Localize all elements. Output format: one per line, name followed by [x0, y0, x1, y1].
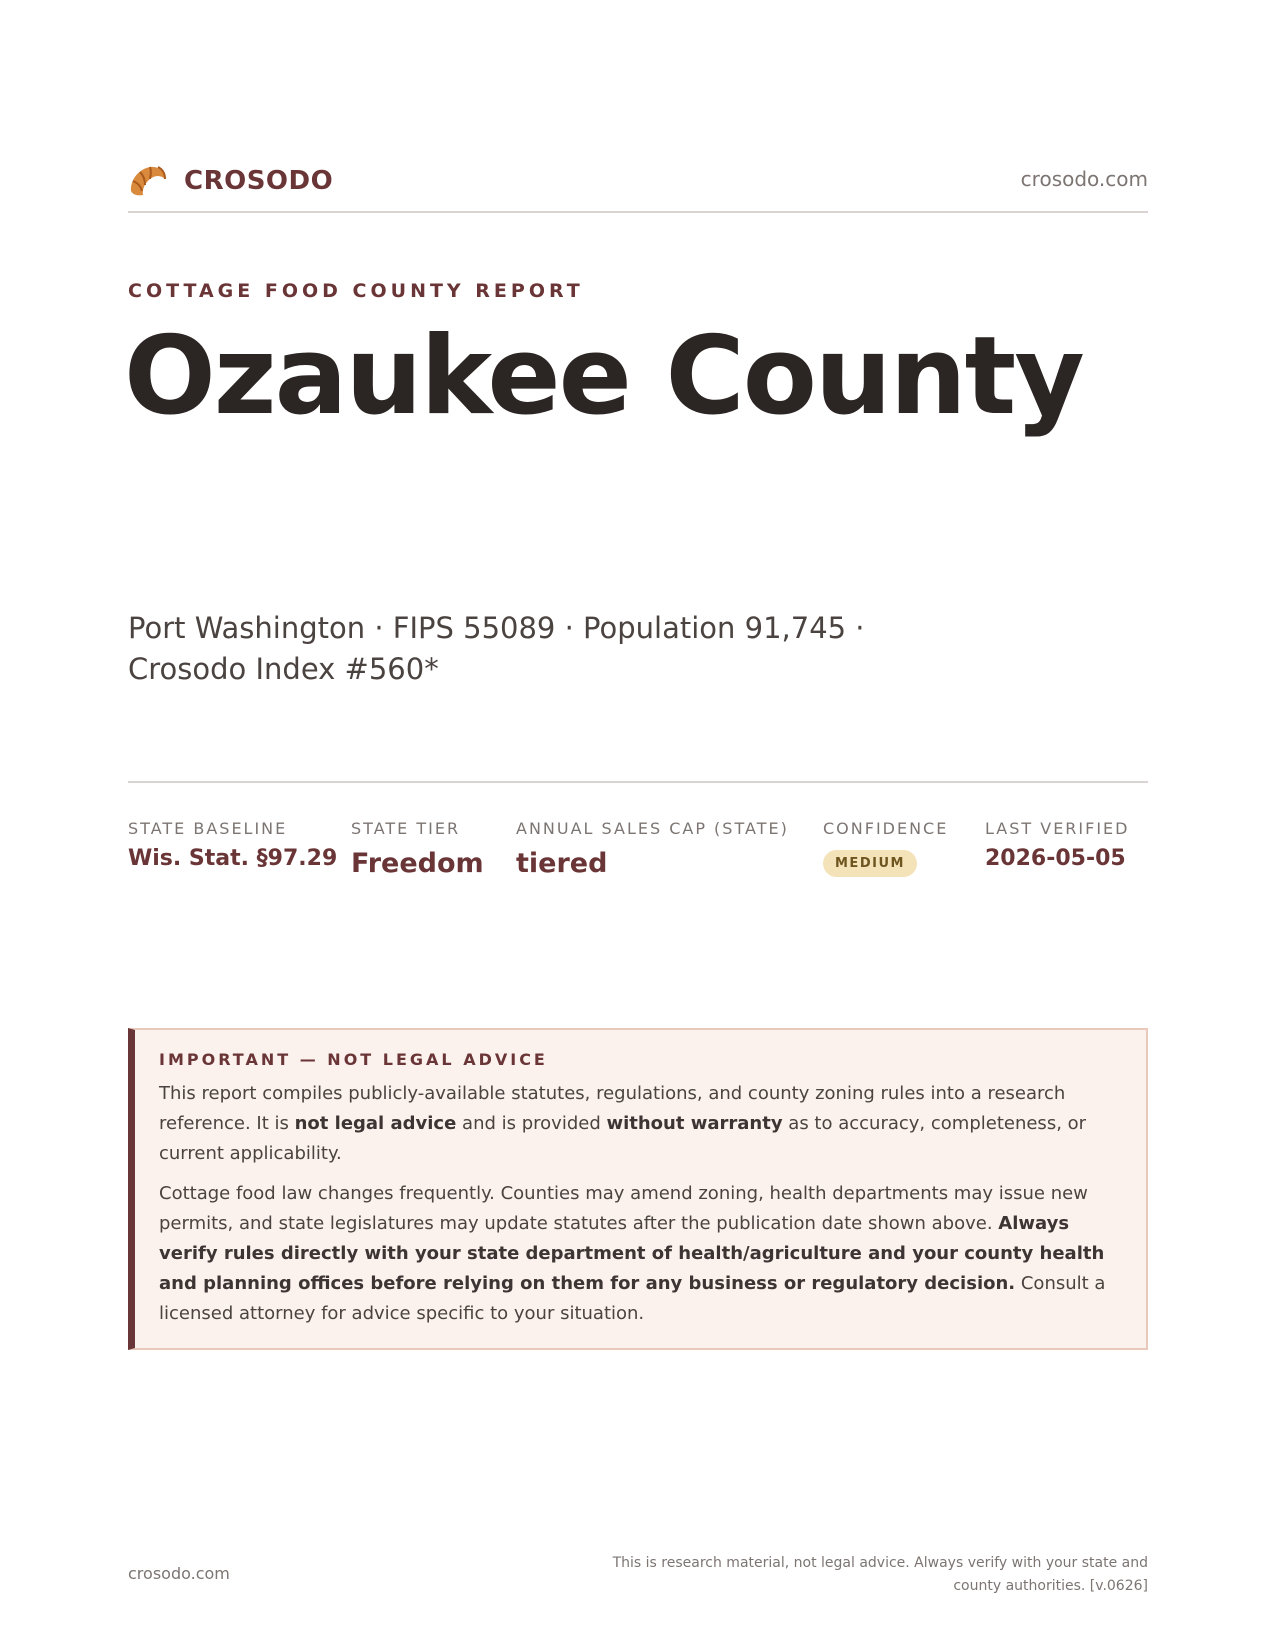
page-title: Ozaukee County: [124, 314, 1083, 439]
stat-annual-sales-cap: [516, 819, 789, 879]
stats-row: [128, 781, 1148, 879]
stat-confidence: [823, 819, 948, 877]
notice-emphasis: without warranty: [606, 1113, 783, 1134]
page-header: [128, 155, 1148, 213]
notice-emphasis: not legal advice: [294, 1113, 457, 1134]
notice-title: IMPORTANT — NOT LEGAL ADVICE: [159, 1050, 548, 1069]
notice-text: Consult a licensed attorney for advice specific to your situation.: [159, 1273, 1106, 1324]
notice-text: Cottage food law changes frequently. Counties may amend zoning, health departments may issue new permits, and state legislatures may update statutes after the publication date shown above.: [159, 1183, 1088, 1234]
stat-state-tier: [351, 819, 484, 879]
notice-text: as to accuracy, completeness, or current applicability.: [159, 1113, 1087, 1164]
stat-value: Wis. Stat. §97.29: [128, 846, 338, 871]
notice-emphasis: Always verify rules directly with your state department of health/agriculture and your county health and planning offices before relying on them for any business or regulatory decision.: [159, 1213, 1105, 1294]
notice-paragraph-1: [159, 1079, 1122, 1169]
stat-state-baseline: [128, 819, 337, 871]
stat-label: STATE TIER: [351, 819, 461, 838]
stat-label: LAST VERIFIED: [985, 819, 1130, 838]
notice-text: and is provided: [456, 1113, 607, 1134]
stat-label: STATE BASELINE: [128, 819, 288, 838]
legal-notice: [128, 1028, 1148, 1350]
confidence-badge: MEDIUM: [823, 850, 917, 877]
footer-site-link[interactable]: crosodo.com: [128, 1564, 230, 1583]
site-link[interactable]: crosodo.com: [1020, 167, 1148, 191]
brand-name: CROSODO: [184, 166, 334, 196]
notice-paragraph-2: [159, 1179, 1122, 1329]
stat-value: Freedom: [351, 848, 484, 879]
report-page: [124, 0, 1148, 1650]
stat-value: tiered: [516, 848, 608, 879]
notice-text: This report compiles publicly-available statutes, regulations, and county zoning rules into a research reference. It is: [159, 1083, 1066, 1134]
stat-label: ANNUAL SALES CAP (STATE): [516, 819, 789, 838]
stat-last-verified: [985, 819, 1129, 871]
brand[interactable]: [128, 161, 333, 201]
stat-value: 2026-05-05: [985, 846, 1126, 871]
county-subtitle: Port Washington · FIPS 55089 · Population 91,745 · Crosodo Index #560*: [128, 611, 865, 686]
report-eyebrow: COTTAGE FOOD COUNTY REPORT: [128, 280, 584, 302]
croissant-icon: [128, 161, 168, 201]
footer-disclaimer: This is research material, not legal advice. Always verify with your state and county authorities. [v.0626]: [612, 1555, 1148, 1594]
stat-label: CONFIDENCE: [823, 819, 949, 838]
